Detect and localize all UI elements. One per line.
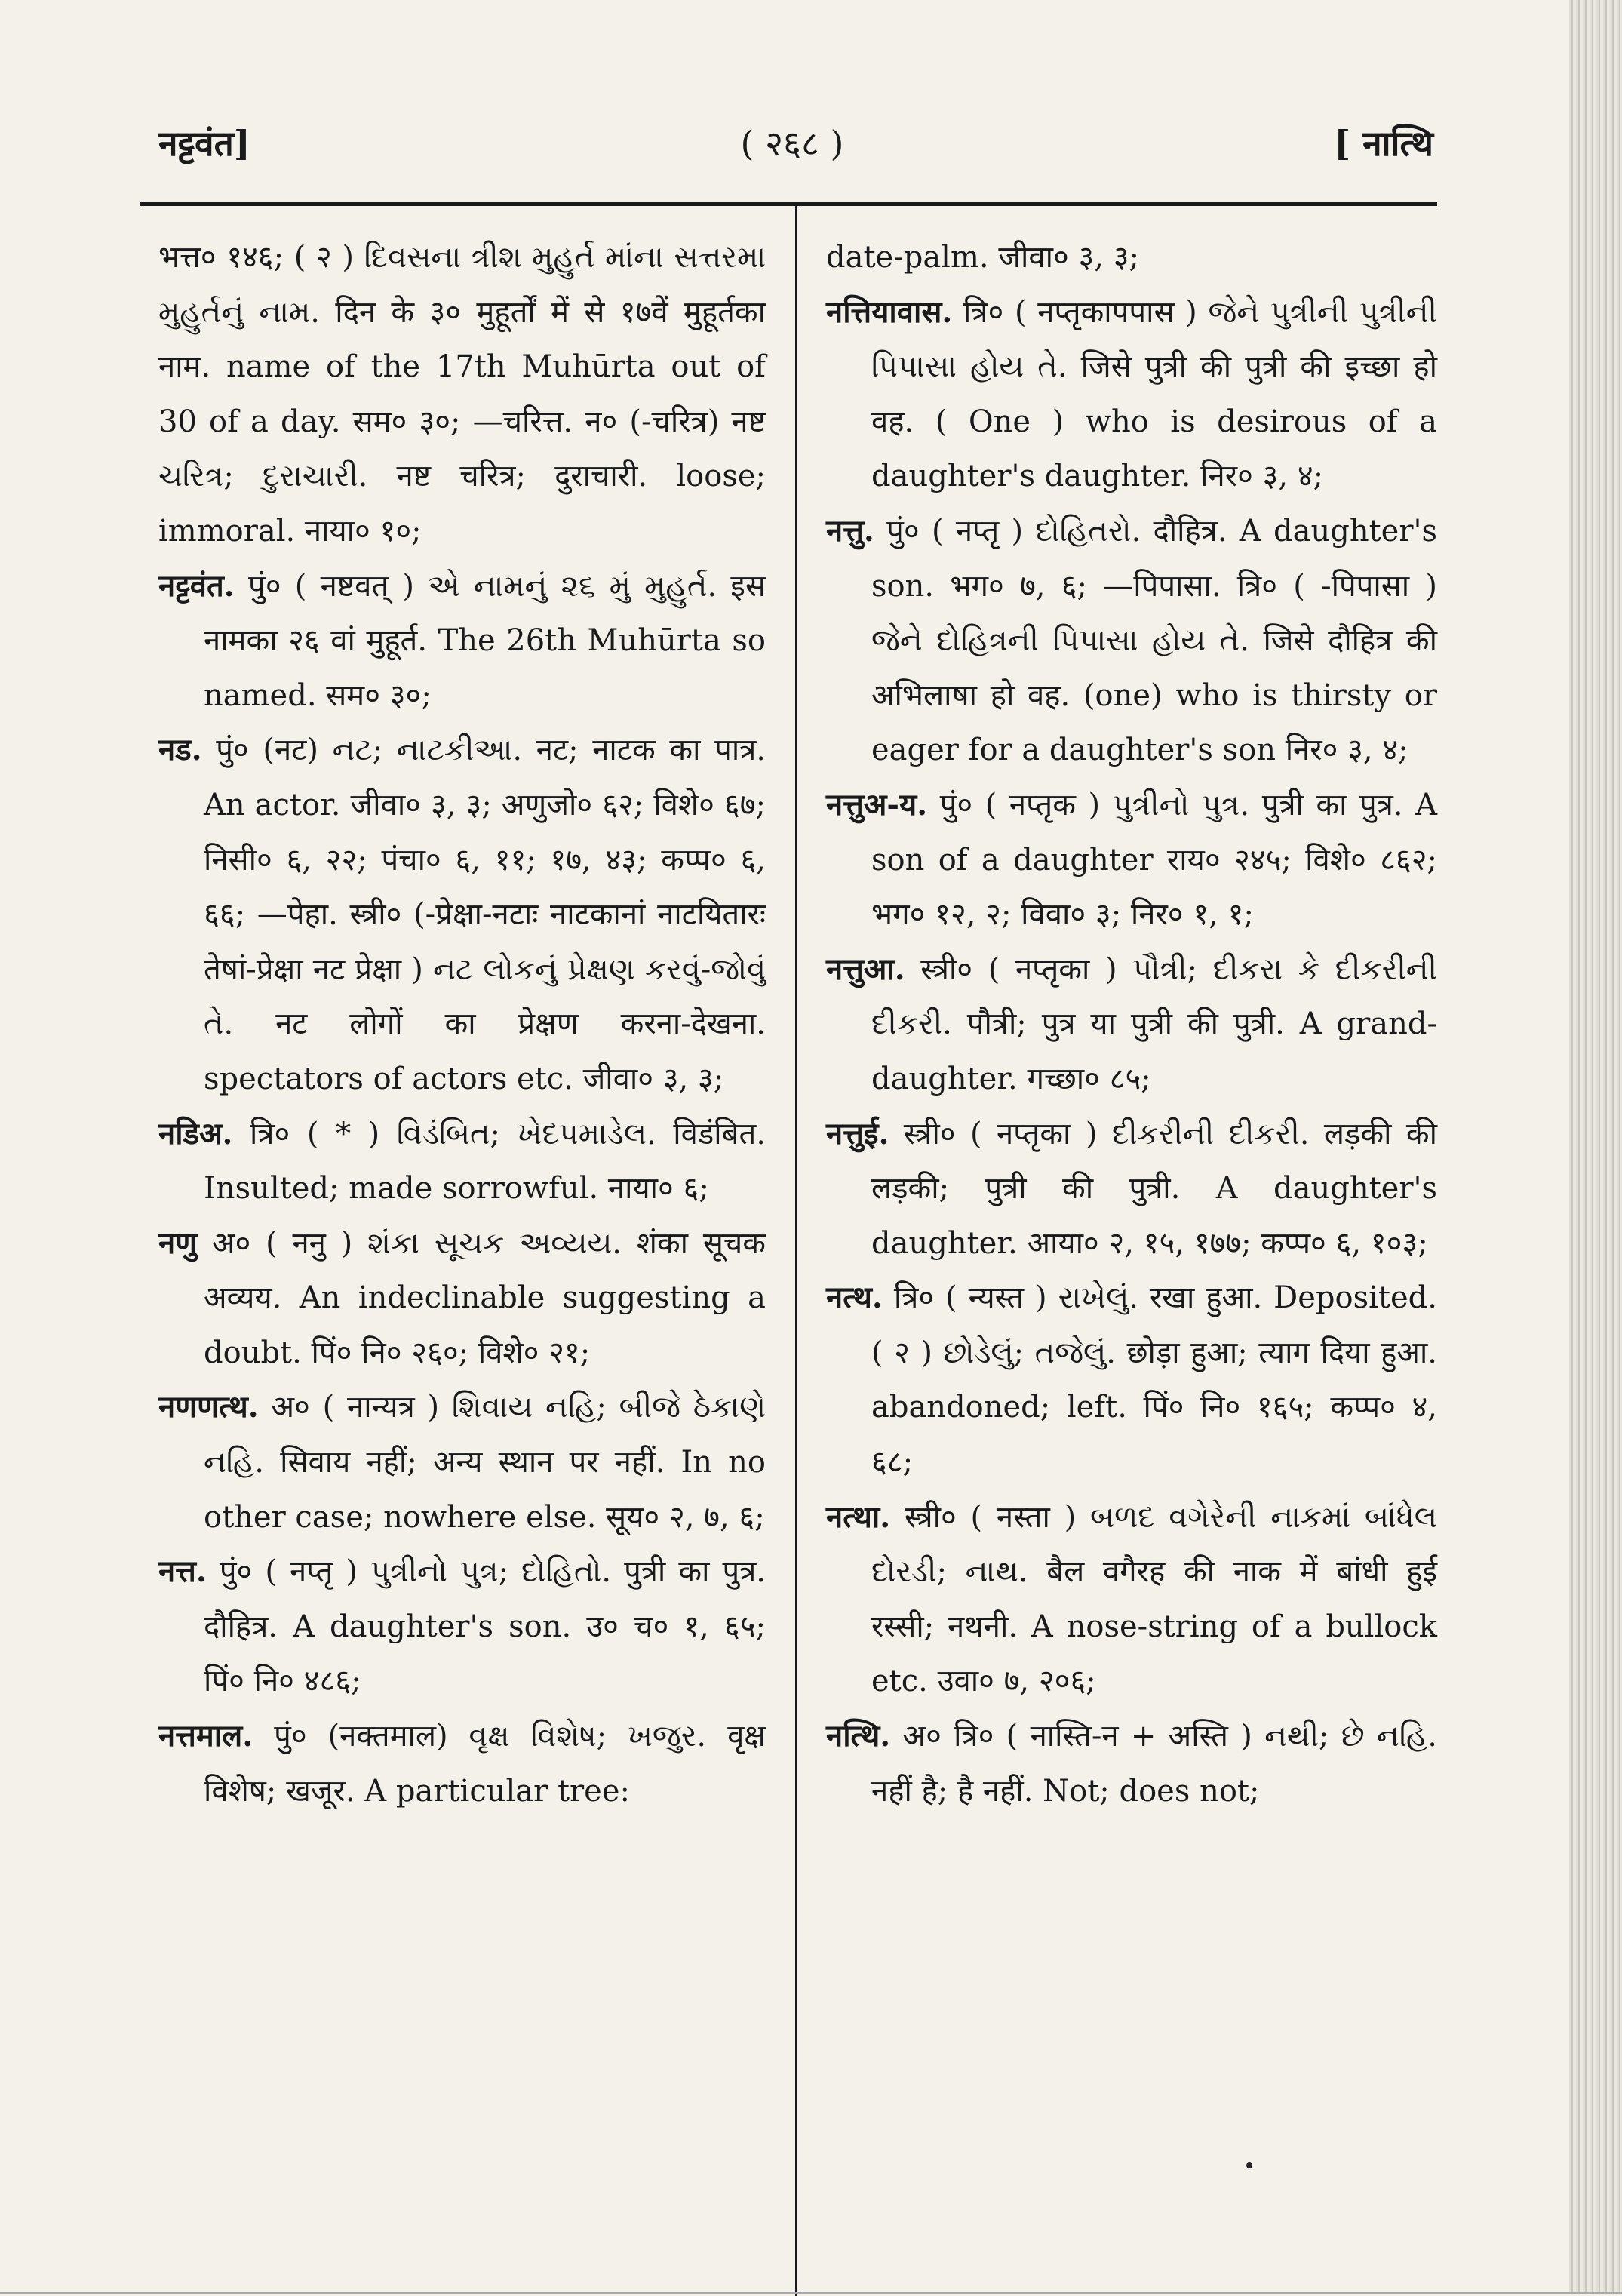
entry-text: त्रि० ( न्यस्त ) રાખેલું. रखा हुआ. Deposited. ( २ ) છોડેલું; તજેલું. छोड़ा हुआ; त्याग दिया हुआ. abandoned; left. पिं० नि० १६५; कप्प० ४, ६८; [871,1280,1437,1480]
entry-headword: नत्तमाल. [158,1718,253,1754]
left-column [158,230,766,1818]
dictionary-entry [158,1380,766,1544]
dictionary-entry [826,1490,1437,1709]
right-column [826,230,1437,1818]
entry-headword: नत्तियावास. [826,294,953,330]
entry-text: पुं० ( नष्टवत् ) એ નામનું ૨૬ મું મુહુર્ત. इस नामका २६ वां मुहूर्त. The 26th Muhūrta so named. सम० ३०; [204,568,766,713]
entry-headword: नत्तु. [826,512,874,549]
dictionary-entry [158,1216,766,1381]
dictionary-entry [826,778,1437,942]
dictionary-entry [826,1107,1437,1271]
entry-text: पुं० ( नप्तृ ) પુત્રીનો પુત્ર; દોહિતો. पुत्री का पुत्र. दौहित्र. A daughter's son. उ० च० १, ६५; पिं० नि० ४८६; [204,1554,766,1699]
entry-text: स्त्री० ( नप्तृका ) દીકરીની દીકરી. लड़की की लड़की; पुत्री की पुत्री. A daughter's daughter. आया० २, १५, १७७; कप्प० ६, १०३; [871,1116,1437,1261]
dictionary-entry [826,1271,1437,1489]
entry-headword: नत्तुआ. [826,951,905,987]
entry-headword: नडिअ. [158,1115,233,1151]
dictionary-entry [826,1709,1437,1818]
entry-headword: नणणत्थ. [158,1389,259,1425]
scan-bottom-edge [0,2292,1622,2294]
header-rule [140,202,1437,206]
header-left-guideword: नट्टवंत] [158,123,250,164]
entry-text: पुं० ( नप्तृ ) દોહિતરો. दौहित्र. A daughter's son. भग० ७, ६; —पिपासा. त्रि० ( -पिपासा ) જેને દોહિત્રની પિપાસા હોય તે. जिसे दौहित्र की अभिलाषा हो वह. (one) who is thirsty or eager for a daughter's son निर० ३, ४; [871,513,1437,768]
entry-headword: नत्थ. [826,1280,883,1316]
entry-headword: नणु [158,1225,198,1261]
entry-headword: नत्तुअ-य. [826,786,928,822]
entry-headword: नत्थि. [826,1718,891,1754]
entry-text: त्रि० ( * ) વિડંબિત; ખેદપમાડેલ. विडंबित. Insulted; made sorrowful. नाया० ६; [204,1116,766,1206]
dictionary-entry [158,230,766,559]
entry-text: अ० त्रि० ( नास्ति-न + अस्ति ) નથી; છે નહિ. नहीं है; है नहीं. Not; does not; [871,1719,1437,1809]
entry-text: अ० ( ननु ) શંકા સૂચક અવ્યય. शंका सूचक अव्यय. An indeclinable suggesting a doubt. पिं० नि० २६०; विशे० २१; [197,1225,766,1370]
entry-headword: नत्त. [158,1554,207,1590]
dictionary-entry [158,1544,766,1709]
dictionary-entry [158,1709,766,1818]
entry-headword: नत्था. [826,1498,891,1535]
entry-text: स्त्री० ( नस्ता ) બળદ વગેરેની નાકમાં બાંધેલ દોરડી; નાથ. बैल वगैरह की नाक में बांधी हुई रस्सी; नथनी. A nose-string of a bullock etc. उवा० ७, २०६; [871,1499,1437,1699]
print-speck [1246,2162,1252,2168]
entry-text: अ० ( नान्यत्र ) શિવાય નહિ; બીજે ઠેકાણે નહિ. सिवाय नहीं; अन्य स्थान पर नहीं. In no other case; nowhere else. सूय० २, ७, ६; [204,1390,766,1535]
header-right-guideword: [ नात्थि [1334,123,1433,164]
entry-headword: नट्टवंत. [158,567,235,604]
entry-text: date-palm. जीवा० ३, ३; [826,240,1139,275]
entry-headword: नत्तुई. [826,1115,889,1151]
page-edge-shadow [1569,0,1622,2294]
page-number: ( २६८ ) [740,123,844,164]
entry-headword: नड. [158,732,202,768]
column-divider [795,206,797,2296]
entry-text: त्रि० ( नप्तृकापपास ) જેને પુત્રીની પુત્રીની પિપાસા હોય તે. जिसे पुत्री की पुत्री की इच्छा हो वह. ( One ) who is desirous of a daughter's daughter. निर० ३, ४; [871,294,1437,494]
dictionary-entry [826,504,1437,778]
dictionary-entry [826,230,1437,285]
dictionary-entry [826,285,1437,504]
page-header [151,113,1433,189]
dictionary-entry [826,942,1437,1107]
entry-text: पुं० (नट) નટ; નાટકીઆ. नट; नाटक का पात्र. An actor. जीवा० ३, ३; अणुजो० ६२; विशे० ६७; निसी० ६, २२; पंचा० ६, ११; १७, ४३; कप्प० ६, ६६; —पेहा. स्त्री० (-प्रेक्षा-नटाः नाटकानां नाटयितारः तेषां-प्रेक्षा नट प्रेक्षा ) નટ લોકનું પ્રેક્ષણ કરવું-જોવું તે. नट लोगों का प्रेक्षण करना-देखना. spectators of actors etc. जीवा० ३, ३; [201,733,766,1096]
entry-text: पुं० ( नप्तृक ) પુત્રીનો પુત્ર. पुत्री का पुत्र. A son of a daughter राय० २४५; विशे० ८६२; भग० १२, २; विवा० ३; निर० १, १; [871,787,1437,933]
dictionary-entry [158,723,766,1106]
entry-text: पुं० (नक्तमाल) વૃક્ષ વિશેષ; ખજુર. वृक्ष विशेष; खजूर. A particular tree: [204,1719,766,1809]
entry-text: भत्त० १४६; ( २ ) દિવસના ત્રીશ મુહુર્ત માંના સત્તરમા મુહુર્તનું નામ. दिन के ३० मुहूर्तों में से १७वें मुहूर्तका नाम. name of the 17th Muhūrta out of 30 of a day. सम० ३०; —चरित्त. न० (-चरित्र) नष्ट ચરિત્ર; દુરાચારી. नष्ट चरित्र; दुराचारी. loose; immoral. नाया० १०; [158,240,766,549]
dictionary-entry [158,559,766,724]
entry-text: स्त्री० ( नप्तृका ) પૌત્રી; દીકરા કે દીકરીની દીકરી. पौत्री; पुत्र या पुत्री की पुत्री. A grand-daughter. गच्छा० ८५; [871,951,1437,1096]
dictionary-entry [158,1107,766,1216]
